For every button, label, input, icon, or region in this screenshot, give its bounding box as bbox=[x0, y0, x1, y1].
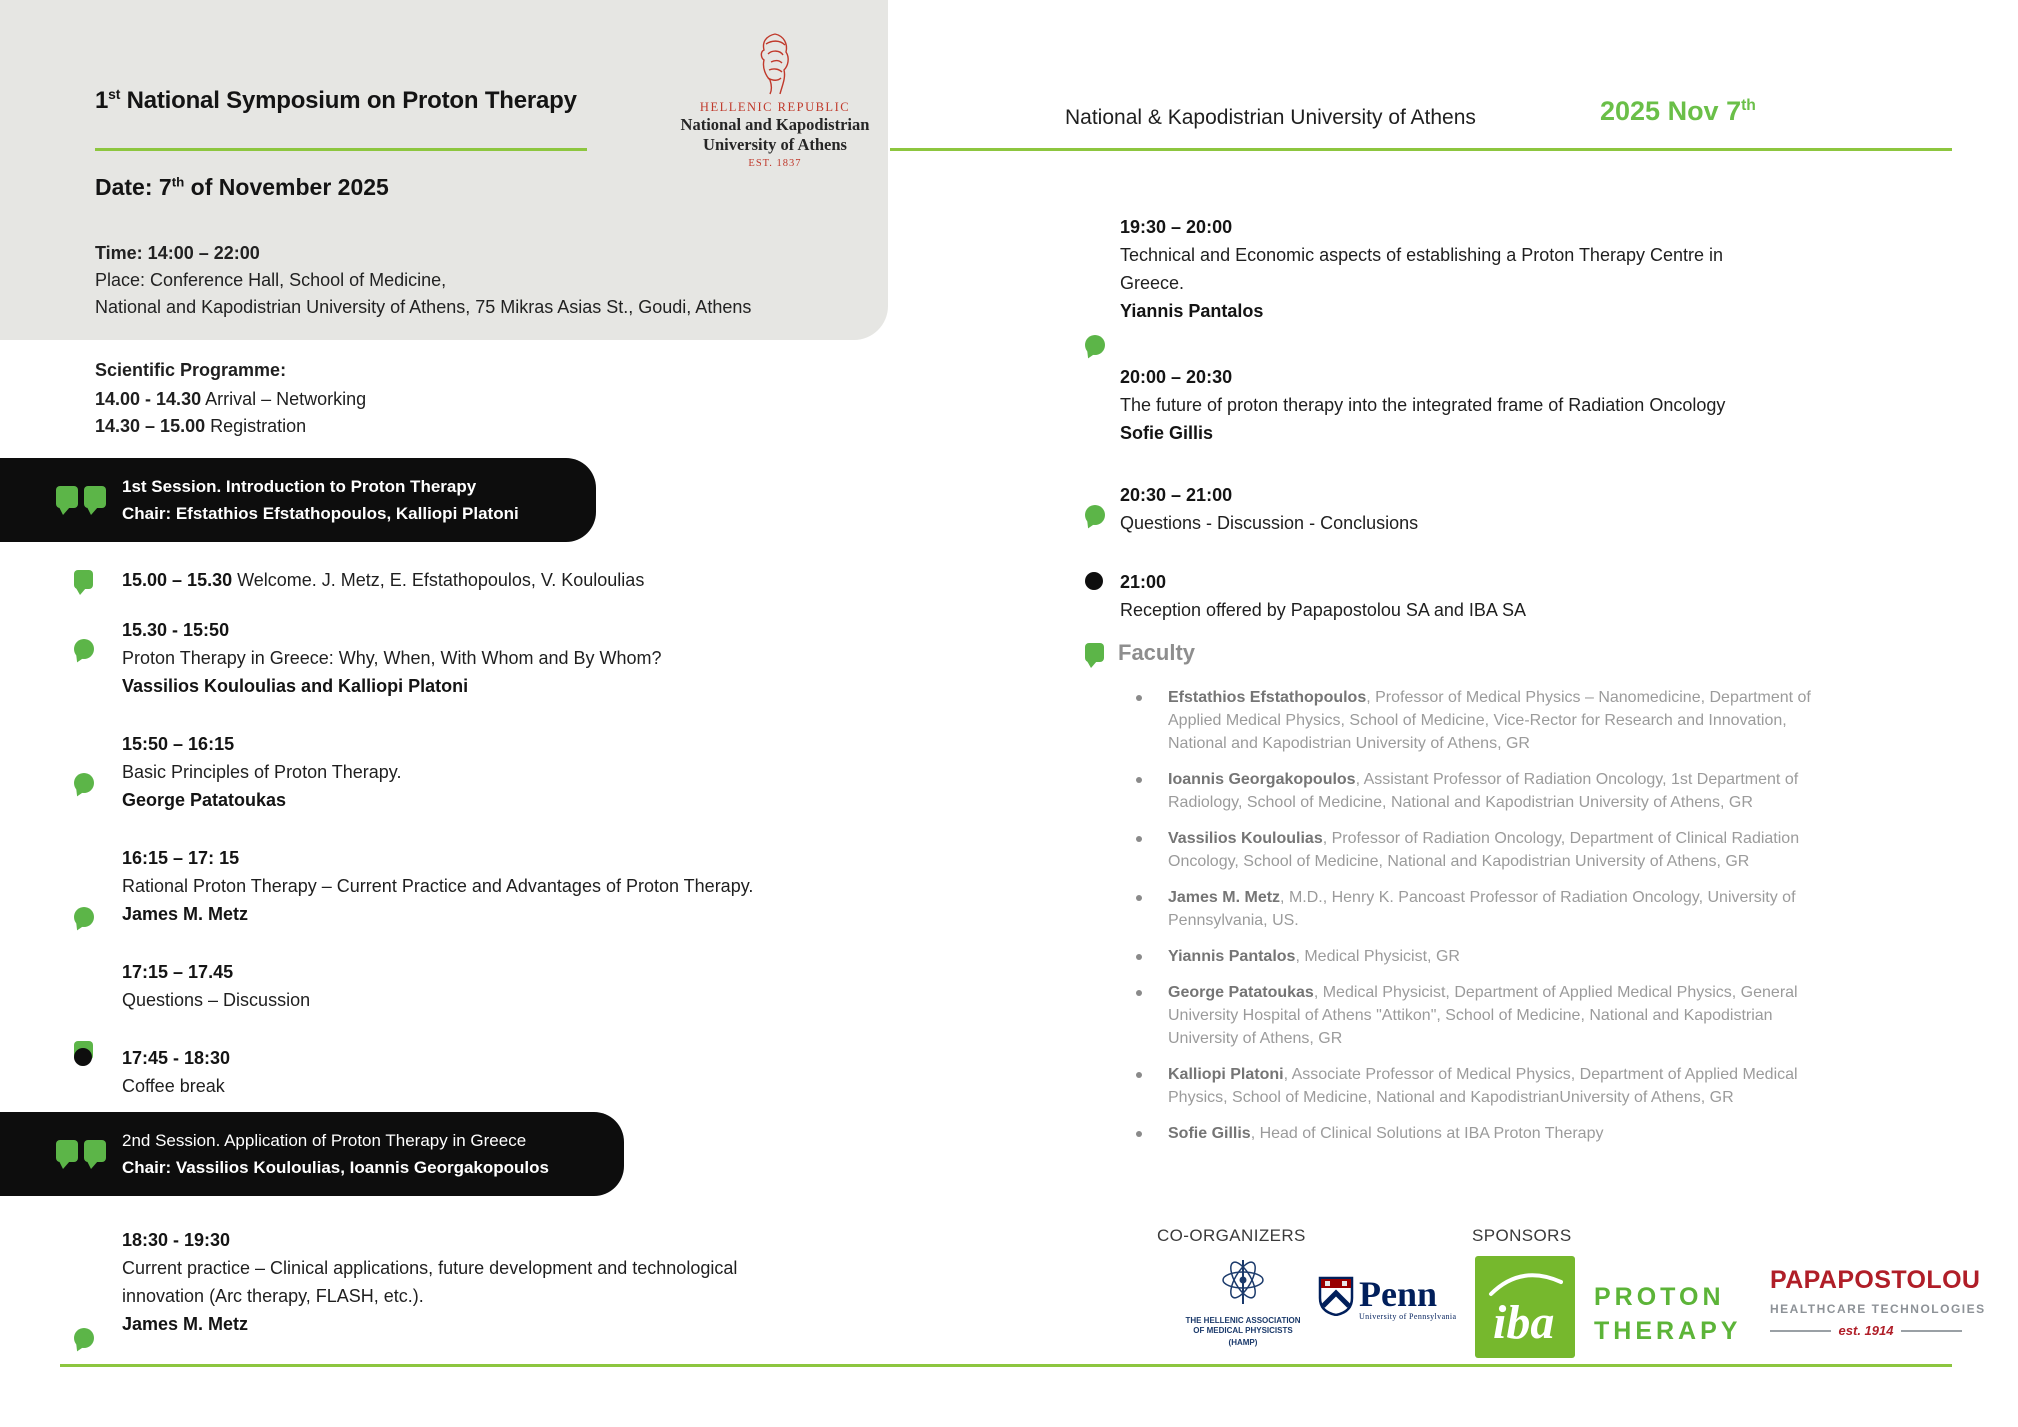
speech-bubble-icon bbox=[84, 486, 106, 508]
talk-speaker: James M. Metz bbox=[122, 1314, 249, 1334]
talk-speaker: Sofie Gillis bbox=[1120, 423, 1214, 443]
talk-title: Proton Therapy in Greece: Why, When, With Whom and By Whom? bbox=[122, 648, 662, 668]
speech-bubble-icon bbox=[84, 1140, 106, 1162]
crest-university-line2: University of Athens bbox=[703, 135, 847, 154]
speech-bubble-icon bbox=[56, 486, 78, 508]
speech-balloon-icon bbox=[74, 773, 94, 793]
bullet-dot-icon bbox=[1136, 836, 1142, 842]
speech-bubble-icon bbox=[56, 1140, 78, 1162]
agenda-item: 15:50 – 16:15 Basic Principles of Proton Therapy. George Patatoukas bbox=[122, 730, 401, 814]
crest-university-line1: National and Kapodistrian bbox=[680, 115, 870, 134]
est-rule-left bbox=[1770, 1330, 1831, 1332]
crest-hellenic-republic: HELLENIC REPUBLIC bbox=[699, 100, 851, 114]
penn-caption: University of Pennsylvania bbox=[1359, 1312, 1457, 1321]
event-date: Date: 7th of November 2025 bbox=[95, 174, 389, 200]
iba-script-icon bbox=[1475, 1256, 1575, 1358]
session-2-banner bbox=[0, 1112, 624, 1196]
speech-balloon-icon bbox=[74, 907, 94, 927]
co-organizers-label: CO-ORGANIZERS bbox=[1157, 1226, 1306, 1245]
page-title: 1st National Symposium on Proton Therapy bbox=[95, 86, 577, 114]
faculty-member: George Patatoukas, Medical Physicist, Department of Applied Medical Physics, General University Hospital of Athens "Attikon", School of Medicine, National and Kapodistrian University of Athens, GR bbox=[1128, 981, 1834, 1050]
bullet-dot-icon bbox=[1136, 895, 1142, 901]
agenda-item: 16:15 – 17: 15 Rational Proton Therapy – Current Practice and Advantages of Proton Therapy. James M. Metz bbox=[122, 844, 753, 928]
session-1-banner bbox=[0, 458, 596, 542]
header-university-name: National & Kapodistrian University of Athens bbox=[1065, 106, 1476, 129]
agenda-item: 15.30 - 15:50 Proton Therapy in Greece: Why, When, With Whom and By Whom? Vassilios Kouloulias and Kalliopi Platoni bbox=[122, 616, 662, 700]
event-place-line1: Place: Conference Hall, School of Medicine, bbox=[95, 270, 447, 290]
title-underline bbox=[95, 148, 587, 151]
session-title: 2nd Session. Application of Proton Therapy in Greece bbox=[122, 1131, 527, 1150]
university-crest-icon bbox=[752, 32, 798, 96]
faculty-member: Yiannis Pantalos, Medical Physicist, GR bbox=[1128, 945, 1834, 968]
hamp-logo bbox=[1176, 1256, 1310, 1348]
papapostolou-logo bbox=[1770, 1266, 1986, 1338]
header-underline bbox=[890, 148, 1952, 151]
agenda-item: 20:30 – 21:00 Questions - Discussion - Conclusions bbox=[1120, 481, 1418, 537]
break-dot-icon bbox=[1085, 572, 1103, 590]
papapostolou-caption: HEALTHCARE TECHNOLOGIES bbox=[1770, 1302, 1986, 1316]
hamp-caption-line2: OF MEDICAL PHYSICISTS bbox=[1193, 1326, 1293, 1335]
bullet-dot-icon bbox=[1136, 777, 1142, 783]
penn-logo bbox=[1318, 1276, 1457, 1321]
talk-title: Rational Proton Therapy – Current Practice and Advantages of Proton Therapy. bbox=[122, 876, 754, 896]
agenda-item: 19:30 – 20:00 Technical and Economic aspects of establishing a Proton Therapy Centre in Greece. Yiannis Pantalos bbox=[1120, 213, 1728, 325]
speech-balloon-icon bbox=[1085, 335, 1105, 355]
speech-balloon-icon bbox=[74, 1328, 94, 1348]
agenda-item: 21:00 Reception offered by Papapostolou SA and IBA SA bbox=[1120, 568, 1526, 624]
programme-heading: Scientific Programme: bbox=[95, 360, 287, 380]
speech-square-icon bbox=[1085, 643, 1104, 662]
hamp-emblem-icon bbox=[1220, 1256, 1266, 1308]
bottom-divider bbox=[60, 1364, 1952, 1367]
est-rule-right bbox=[1901, 1330, 1962, 1332]
programme-pre-item: 14.30 – 15.00 Registration bbox=[95, 416, 307, 436]
faculty-member: Efstathios Efstathopoulos, Professor of Medical Physics – Nanomedicine, Department of Applied Medical Physics, School of Medicine, Vice-Rector for Research and Innovation, National and Kapodistrian University of Athens, GR bbox=[1128, 686, 1834, 755]
quote-icons bbox=[56, 1140, 106, 1162]
papapostolou-wordmark: PAPAPOSTOLOU bbox=[1770, 1266, 1981, 1294]
session-chair: Chair: Vassilios Kouloulias, Ioannis Georgakopoulos bbox=[122, 1158, 549, 1177]
faculty-member: Vassilios Kouloulias, Professor of Radiation Oncology, Department of Clinical Radiation Oncology, School of Medicine, National and Kapodistrian University of Athens, GR bbox=[1128, 827, 1834, 873]
faculty-heading: Faculty bbox=[1118, 640, 1196, 665]
break-dot-icon bbox=[74, 1048, 92, 1066]
penn-shield-icon bbox=[1318, 1276, 1354, 1316]
talk-speaker: Yiannis Pantalos bbox=[1120, 301, 1264, 321]
event-meta bbox=[95, 240, 751, 321]
sponsors-label: SPONSORS bbox=[1472, 1226, 1572, 1245]
crest-est: EST. 1837 bbox=[748, 158, 802, 169]
papapostolou-est: est. 1914 bbox=[1770, 1323, 1962, 1338]
talk-title: The future of proton therapy into the integrated frame of Radiation Oncology bbox=[1120, 395, 1726, 415]
university-crest-block bbox=[650, 32, 900, 169]
bullet-dot-icon bbox=[1136, 954, 1142, 960]
speech-square-icon bbox=[74, 570, 93, 589]
speech-balloon-icon bbox=[1085, 505, 1105, 525]
talk-speaker: Vassilios Kouloulias and Kalliopi Platoni bbox=[122, 676, 469, 696]
hamp-caption-line1: THE HELLENIC ASSOCIATION bbox=[1185, 1316, 1301, 1325]
svg-text:iba: iba bbox=[1493, 1296, 1555, 1349]
speech-balloon-icon bbox=[74, 639, 94, 659]
talk-speaker: James M. Metz bbox=[122, 904, 249, 924]
faculty-member: Ioannis Georgakopoulos, Assistant Professor of Radiation Oncology, 1st Department of Radiology, School of Medicine, National and Kapodistrian University of Athens, GR bbox=[1128, 768, 1834, 814]
talk-title: Reception offered by Papapostolou SA and IBA SA bbox=[1120, 600, 1526, 620]
talk-title: Questions – Discussion bbox=[122, 990, 311, 1010]
faculty-member: Kalliopi Platoni, Associate Professor of Medical Physics, Department of Applied Medical Physics, School of Medicine, National and KapodistrianUniversity of Athens, GR bbox=[1128, 1063, 1834, 1109]
agenda-item: 17:45 - 18:30 Coffee break bbox=[122, 1044, 230, 1100]
bullet-dot-icon bbox=[1136, 990, 1142, 996]
event-place-line2: National and Kapodistrian University of Athens, 75 Mikras Asias St., Goudi, Athens bbox=[95, 297, 752, 317]
talk-title: Coffee break bbox=[122, 1076, 225, 1096]
quote-icons bbox=[56, 486, 106, 508]
iba-logo bbox=[1475, 1256, 1575, 1358]
bullet-dot-icon bbox=[1136, 695, 1142, 701]
agenda-item: 17:15 – 17.45 Questions – Discussion bbox=[122, 958, 310, 1014]
penn-wordmark: Penn bbox=[1359, 1274, 1438, 1314]
talk-speaker: George Patatoukas bbox=[122, 790, 287, 810]
faculty-member: Sofie Gillis, Head of Clinical Solutions at IBA Proton Therapy bbox=[1128, 1122, 1834, 1145]
hamp-caption-line3: (HAMP) bbox=[1228, 1338, 1258, 1347]
header-date: 2025 Nov 7th bbox=[1600, 96, 1756, 126]
talk-title: Current practice – Clinical applications, future development and technological innovation (Arc therapy, FLASH, etc.). bbox=[122, 1258, 738, 1306]
talk-title: Basic Principles of Proton Therapy. bbox=[122, 762, 402, 782]
session-title: 1st Session. Introduction to Proton Therapy bbox=[122, 477, 477, 496]
bullet-dot-icon bbox=[1136, 1131, 1142, 1137]
event-time: Time: 14:00 – 22:00 bbox=[95, 243, 260, 263]
talk-title: Questions - Discussion - Conclusions bbox=[1120, 513, 1419, 533]
talk-title: Technical and Economic aspects of establishing a Proton Therapy Centre in Greece. bbox=[1120, 245, 1724, 293]
agenda-item: 15.00 – 15.30 Welcome. J. Metz, E. Efstathopoulos, V. Kouloulias bbox=[122, 570, 645, 590]
agenda-item: 18:30 - 19:30 Current practice – Clinical applications, future development and technological innovation (Arc therapy, FLASH, etc.). James M. Metz bbox=[122, 1226, 822, 1338]
faculty-member: James M. Metz, M.D., Henry K. Pancoast Professor of Radiation Oncology, University of Pennsylvania, US. bbox=[1128, 886, 1834, 932]
iba-proton-therapy-label: PROTON THERAPY bbox=[1594, 1283, 1742, 1345]
bullet-dot-icon bbox=[1136, 1072, 1142, 1078]
agenda-item: 20:00 – 20:30 The future of proton therapy into the integrated frame of Radiation Oncology Sofie Gillis bbox=[1120, 363, 1725, 447]
session-chair: Chair: Efstathios Efstathopoulos, Kalliopi Platoni bbox=[122, 504, 519, 523]
faculty-list bbox=[1128, 686, 1834, 1158]
programme-pre-item: 14.00 - 14.30 Arrival – Networking bbox=[95, 389, 367, 409]
